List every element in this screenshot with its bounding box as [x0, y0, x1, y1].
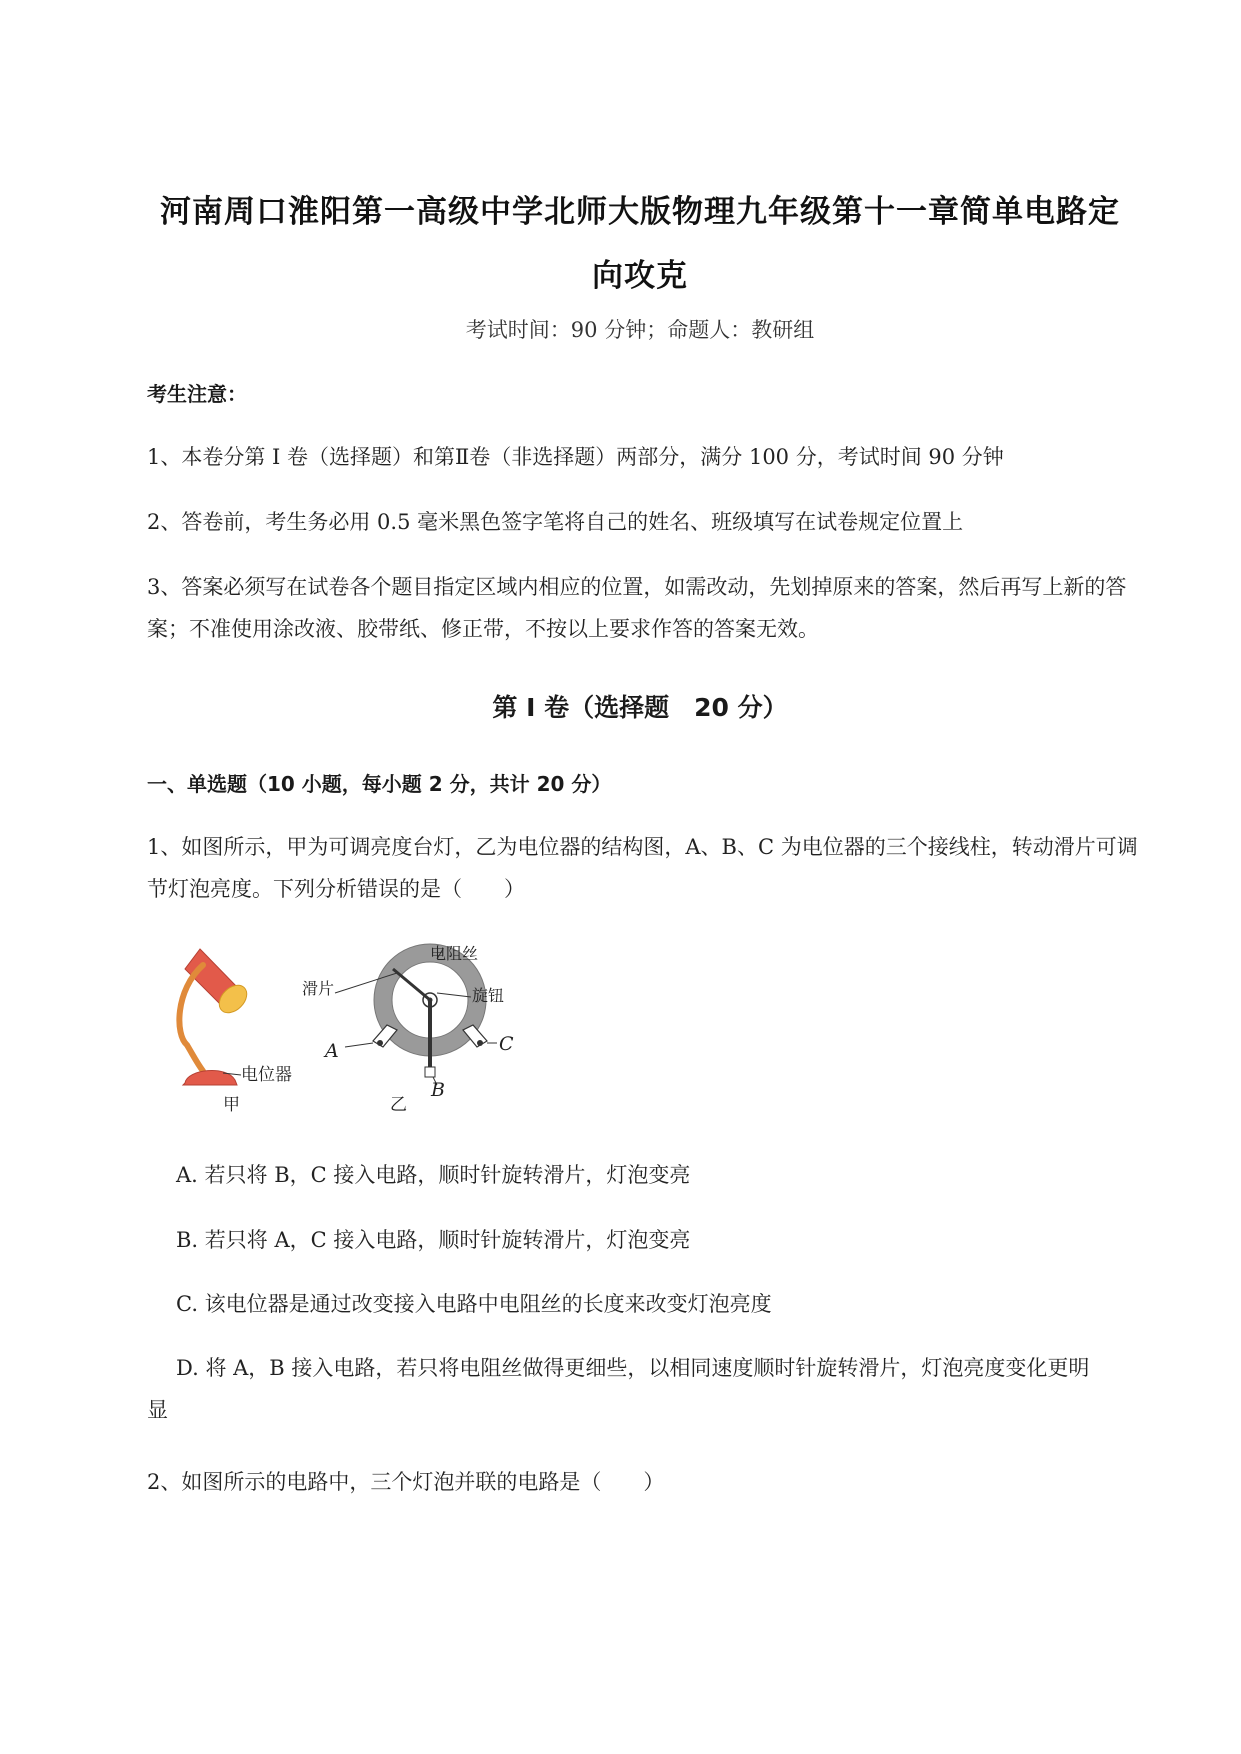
slider-label: 滑片 [302, 979, 335, 998]
exam-title-line1: 河南周口淮阳第一高级中学北师大版物理九年级第十一章简单电路定 [160, 194, 1120, 230]
question-2-stem: 2、如图所示的电路中，三个灯泡并联的电路是（ ） [147, 1470, 665, 1494]
notice-item-2: 2、答卷前，考生务必用 0.5 毫米黑色签字笔将自己的姓名、班级填写在试卷规定位置上 [147, 510, 964, 534]
terminal-c-label: C [499, 1033, 514, 1055]
notice-heading: 考生注意： [147, 382, 247, 406]
part-heading: 一、单选题（10 小题，每小题 2 分，共计 20 分） [147, 772, 612, 796]
terminal-b-label: B [431, 1079, 445, 1101]
lamp-part-label: 电位器 [241, 1065, 292, 1085]
exam-title-line2: 向攻克 [592, 258, 688, 294]
question-1-option-a[interactable]: A. 若只将 B，C 接入电路，顺时针旋转滑片，灯泡变亮 [176, 1163, 691, 1187]
question-1-stem: 1、如图所示，甲为可调亮度台灯，乙为电位器的结构图，A、B、C 为电位器的三个接线柱，转动滑片可调节灯泡亮度。下列分析错误的是（ ） [147, 835, 1138, 901]
caption-jia: 甲 [223, 1095, 240, 1115]
notice-item-1: 1、本卷分第 I 卷（选择题）和第Ⅱ卷（非选择题）两部分，满分 100 分，考试时间 90 分钟 [147, 445, 1004, 469]
section-title: 第 I 卷（选择题 20 分） [492, 693, 788, 722]
knob-label: 旋钮 [472, 986, 505, 1005]
caption-yi: 乙 [390, 1095, 407, 1115]
question-1-figure [175, 935, 575, 1115]
potentiometer-diagram [335, 944, 497, 1085]
question-1-option-d[interactable]: D. 将 A，B 接入电路，若只将电阻丝做得更细些，以相同速度顺时针旋转滑片，灯泡亮度变化更明 [176, 1356, 1090, 1380]
question-1-option-d-continued: 显 [147, 1398, 168, 1422]
notice-item-3: 3、答案必须写在试卷各个题目指定区域内相应的位置，如需改动，先划掉原来的答案，然后再写上新的答案；不准使用涂改液、胶带纸、修正带，不按以上要求作答的答案无效。 [147, 575, 1127, 641]
terminal-a-label: A [325, 1040, 339, 1062]
resistance-wire-label: 电阻丝 [430, 944, 479, 963]
question-1-option-c[interactable]: C. 该电位器是通过改变接入电路中电阻丝的长度来改变灯泡亮度 [176, 1292, 772, 1316]
question-1-option-b[interactable]: B. 若只将 A，C 接入电路，顺时针旋转滑片，灯泡变亮 [176, 1228, 691, 1252]
exam-subtitle: 考试时间：90 分钟；命题人：教研组 [465, 318, 815, 342]
